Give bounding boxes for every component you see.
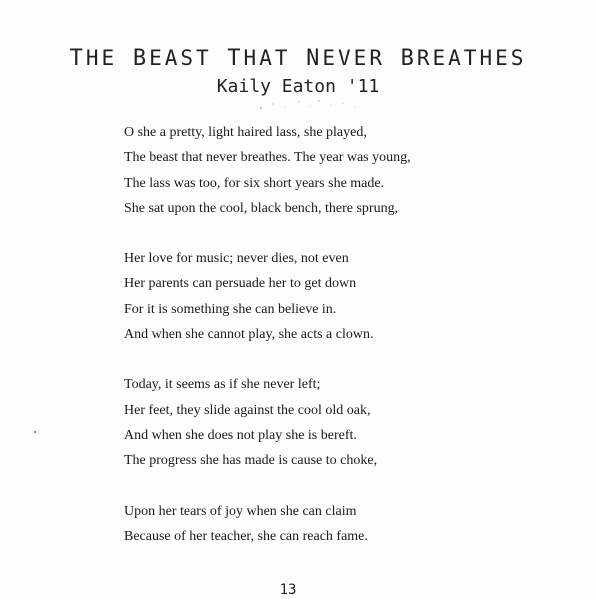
title-initial: B — [132, 46, 150, 71]
poem-title — [0, 46, 596, 71]
scan-mark — [34, 431, 36, 433]
title-initial: N — [306, 46, 323, 71]
title-word: EAST — [149, 46, 212, 70]
poem-line: She sat upon the cool, black bench, there sprung, — [124, 200, 399, 216]
title-initial: T — [227, 46, 244, 71]
stanza — [124, 120, 411, 221]
stanza — [124, 372, 411, 473]
poem-line: O she a pretty, light haired lass, she played, — [124, 125, 367, 140]
poem-line: Her parents can persuade her to get down — [124, 276, 357, 292]
poem-line: The lass was too, for six short years she made. — [124, 175, 385, 191]
title-word: REATHES — [416, 46, 527, 70]
title-initial: B — [400, 46, 417, 71]
poem-line: Her love for music; never dies, not even — [124, 251, 349, 267]
title-word: HE — [85, 46, 118, 70]
poem-line: For it is something she can believe in. — [124, 301, 337, 317]
poem-line: Upon her tears of joy when she can claim — [124, 503, 357, 519]
poem-line: And when she cannot play, she acts a clown. — [124, 327, 374, 343]
poem-line: The progress she has made is cause to choke, — [124, 453, 378, 469]
stanza — [124, 499, 411, 550]
title-word: HAT — [243, 46, 291, 70]
poem-line: And when she does not play she is bereft. — [124, 427, 357, 443]
poem-line: Her feet, they slide against the cool old oak, — [124, 402, 371, 418]
title-word: EVER — [322, 46, 385, 70]
stanza — [124, 246, 411, 347]
page-number: 13 — [279, 582, 297, 598]
poem-line: Because of her teacher, she can reach fame. — [124, 528, 368, 544]
poem-body — [124, 120, 411, 574]
scan-specks — [255, 98, 365, 112]
title-initial: T — [69, 46, 86, 71]
poem-line: Today, it seems as if she never left; — [124, 377, 321, 393]
poem-line: The beast that never breathes. The year was young, — [124, 150, 411, 166]
poem-author: Kaily Eaton '11 — [216, 76, 380, 97]
